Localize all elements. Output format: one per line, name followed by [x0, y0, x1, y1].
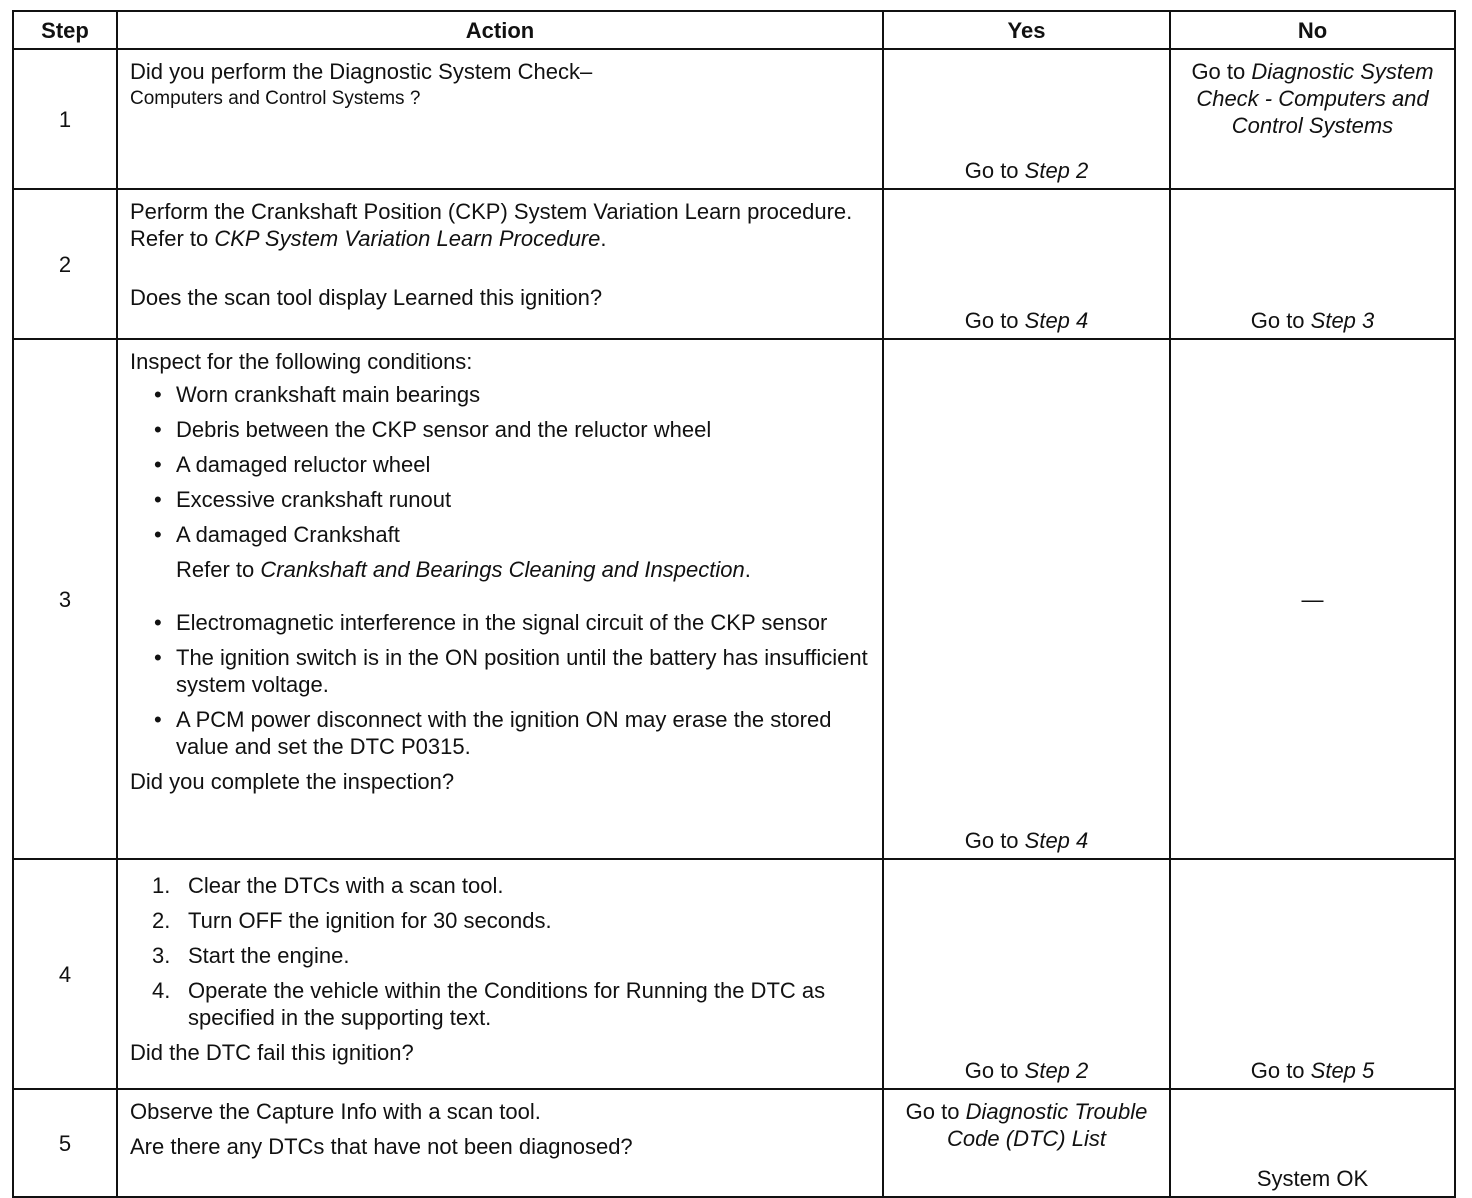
table-row	[13, 189, 1455, 339]
header-no: No	[1170, 11, 1455, 49]
table-row	[13, 1089, 1455, 1197]
action-cell	[117, 339, 883, 859]
table-row	[13, 859, 1455, 1089]
link-crankshaft-cleaning[interactable]: Crankshaft and Bearings Cleaning and Inspection	[260, 557, 745, 582]
list-item	[152, 977, 870, 1031]
header-yes: Yes	[883, 11, 1170, 49]
condition-list	[130, 381, 870, 548]
list-number: 2.	[152, 908, 171, 933]
list-item: • Worn crankshaft main bearings	[152, 381, 870, 408]
refer-suffix: .	[744, 557, 751, 582]
action-cell	[117, 49, 883, 189]
list-text: Clear the DTCs with a scan tool.	[188, 873, 504, 898]
no-system-ok: System OK	[1256, 1166, 1369, 1191]
refer-note	[130, 556, 870, 583]
list-item: • A damaged reluctor wheel	[152, 451, 870, 478]
list-item: • A PCM power disconnect with the ignition ON may erase the stored value and set the DTC P0315.	[152, 706, 870, 760]
condition-list	[130, 609, 870, 760]
yes-prefix: Go to	[964, 308, 1025, 333]
yes-prefix: Go to	[964, 1058, 1025, 1083]
yes-prefix: Go to	[964, 828, 1025, 853]
list-item: • Debris between the CKP sensor and the reluctor wheel	[152, 416, 870, 443]
no-cell	[1170, 189, 1455, 339]
header-step: Step	[13, 11, 117, 49]
yes-prefix: Go to	[964, 158, 1025, 183]
no-link-step-5[interactable]: Step 5	[1310, 1058, 1375, 1083]
action-question: Does the scan tool display Learned this ignition?	[130, 285, 603, 310]
list-item	[152, 942, 870, 969]
yes-prefix: Go to	[905, 1099, 966, 1124]
list-number: 3.	[152, 943, 171, 968]
procedure-list	[130, 872, 870, 1031]
table-row	[13, 49, 1455, 189]
table-row	[13, 339, 1455, 859]
header-action: Action	[117, 11, 883, 49]
list-number: 1.	[152, 873, 171, 898]
list-item: • The ignition switch is in the ON position until the battery has insufficient system voltage.	[152, 644, 870, 698]
action-cell	[117, 1089, 883, 1197]
diagnostic-step-table	[12, 10, 1456, 1198]
list-text: Operate the vehicle within the Conditions for Running the DTC as specified in the supporting text.	[188, 978, 826, 1030]
yes-cell	[883, 1089, 1170, 1197]
list-item: • A damaged Crankshaft	[152, 521, 870, 548]
yes-cell	[883, 189, 1170, 339]
action-text: Computers and Control Systems ?	[130, 88, 421, 109]
list-item: • Excessive crankshaft runout	[152, 486, 870, 513]
action-text-suffix: .	[600, 226, 607, 251]
action-question: Are there any DTCs that have not been diagnosed?	[130, 1134, 633, 1159]
yes-link-step-4[interactable]: Step 4	[1024, 828, 1089, 853]
action-cell	[117, 189, 883, 339]
list-item: • Electromagnetic interference in the signal circuit of the CKP sensor	[152, 609, 870, 636]
table-header-row	[13, 11, 1455, 49]
step-number: 1	[13, 49, 117, 189]
no-cell	[1170, 859, 1455, 1089]
list-text: Turn OFF the ignition for 30 seconds.	[188, 908, 552, 933]
action-text: Observe the Capture Info with a scan tool.	[130, 1099, 541, 1124]
no-cell	[1170, 339, 1455, 859]
step-number: 3	[13, 339, 117, 859]
yes-cell	[883, 49, 1170, 189]
link-ckp-variation-learn[interactable]: CKP System Variation Learn Procedure	[214, 226, 601, 251]
yes-cell	[883, 339, 1170, 859]
diagnostic-table-page	[12, 10, 1454, 1198]
action-text-body: Perform the Crankshaft Position (CKP) System Variation Learn procedure. Refer to	[130, 199, 853, 251]
step-number: 2	[13, 189, 117, 339]
no-link-diagnostic-system-check[interactable]: Diagnostic System Check - Computers and Control Systems	[1196, 59, 1434, 138]
no-cell	[1170, 1089, 1455, 1197]
no-link-step-3[interactable]: Step 3	[1310, 308, 1375, 333]
list-number: 4.	[152, 978, 171, 1003]
no-cell	[1170, 49, 1455, 189]
no-prefix: Go to	[1250, 308, 1311, 333]
action-intro: Inspect for the following conditions:	[130, 349, 473, 374]
step-number: 5	[13, 1089, 117, 1197]
action-question: Did you complete the inspection?	[130, 769, 455, 794]
yes-link-dtc-list[interactable]: Diagnostic Trouble Code (DTC) List	[947, 1099, 1148, 1151]
no-dash: —	[1301, 586, 1324, 612]
yes-cell	[883, 859, 1170, 1089]
yes-link-step-4[interactable]: Step 4	[1024, 308, 1089, 333]
action-question: Did the DTC fail this ignition?	[130, 1040, 414, 1065]
list-text: Start the engine.	[188, 943, 350, 968]
action-cell	[117, 859, 883, 1089]
no-prefix: Go to	[1250, 1058, 1311, 1083]
refer-prefix: Refer to	[176, 557, 261, 582]
yes-link-step-2[interactable]: Step 2	[1024, 158, 1089, 183]
no-prefix: Go to	[1191, 59, 1252, 84]
step-number: 4	[13, 859, 117, 1089]
yes-link-step-2[interactable]: Step 2	[1024, 1058, 1089, 1083]
action-text: Did you perform the Diagnostic System Check–	[130, 59, 593, 84]
list-item	[152, 907, 870, 934]
list-item	[152, 872, 870, 899]
action-text	[130, 198, 870, 252]
